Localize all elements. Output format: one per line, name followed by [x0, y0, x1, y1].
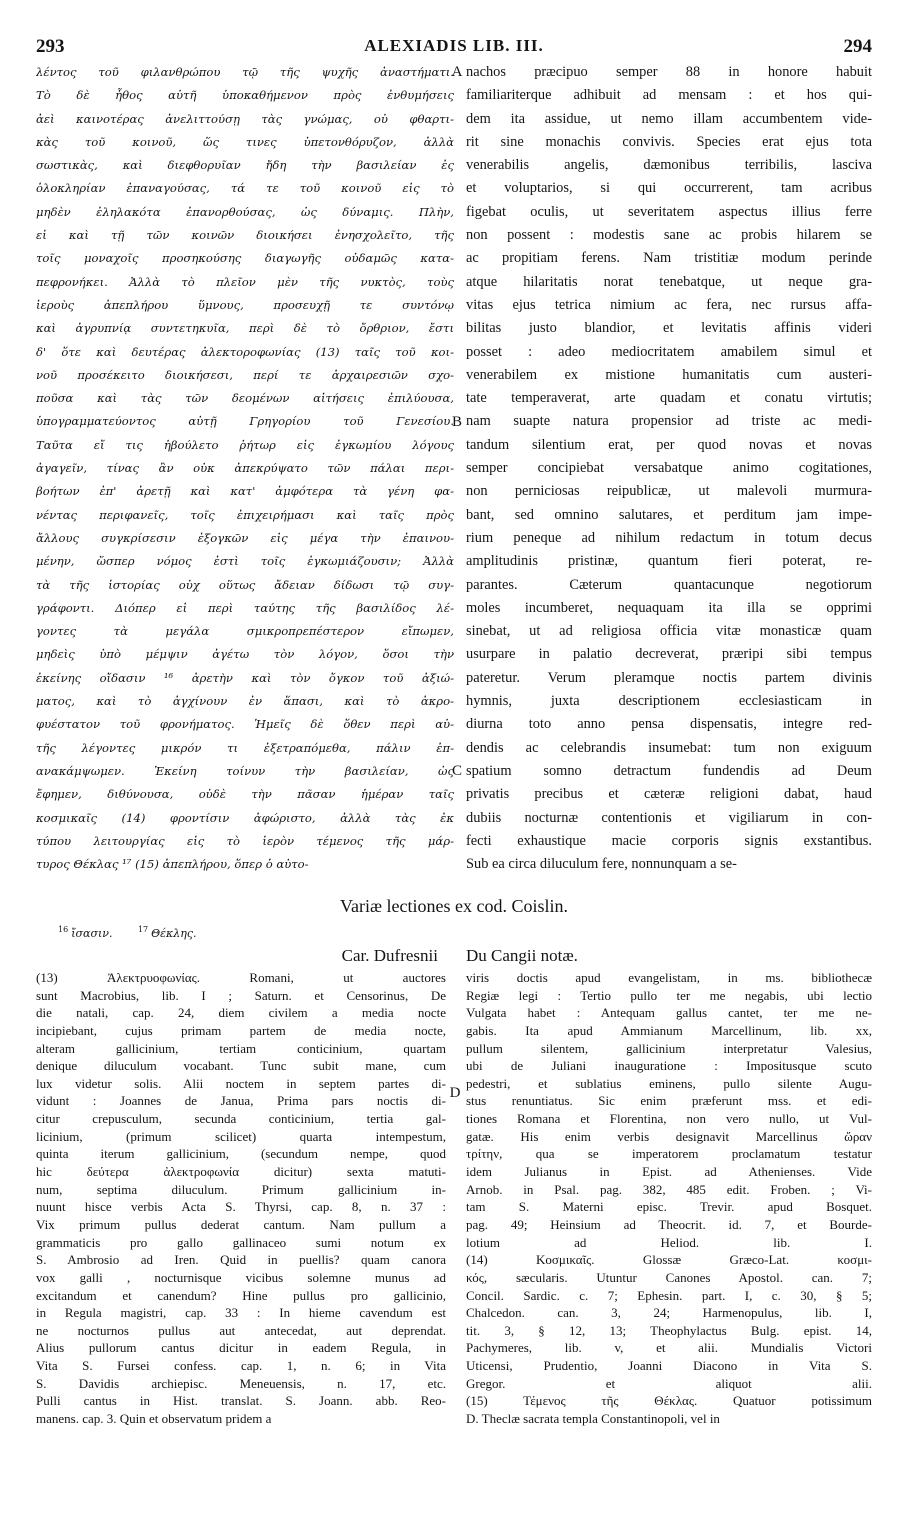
greek-text-line: κοσμικαῖς (14) φροντίσιν ἀφώριστο, ἀλλὰ τὰς ἐκ: [36, 810, 454, 825]
note-text-line: Regiæ legi : Tertio pullo ter me negabis, ubi lectio: [466, 987, 872, 1003]
latin-text-line: pateretur. Verum pleramque noctis partem divinis: [466, 669, 872, 686]
note-text-line: excitandum et canendum? Hine pullus pro gallicinio,: [36, 1287, 446, 1303]
latin-text-line: non perniciosas reipublicæ, ut malevoli murmura-: [466, 483, 872, 500]
greek-text-line: ἀγαγεῖν, τίνας ἂν οὐκ ἀπεκρύψατο τῶν πάλαι περι-: [36, 461, 454, 476]
note-text-line: stus renuntiatus. Sic enim præferunt mss. et edi-: [466, 1093, 872, 1109]
note-text-line: Chalcedon. can. 3, 24; Harmenopulus, lib. I,: [466, 1305, 872, 1321]
note-text-line: quinta iterum gallicinium, (secundum nempe, quod: [36, 1146, 446, 1162]
note-text-line: Concil. Sardic. c. 7; Ephesin. part. I, c. 30, § 5;: [466, 1287, 872, 1303]
note-text-line: (15) Τέμενος τῆς Θέκλας. Quatuor potissimum: [466, 1393, 872, 1409]
note-text-line: incipiebant, cujus primam partem de media nocte,: [36, 1022, 446, 1038]
greek-text-line: μηδὲν ἐληλακότα ἐπανορθούσας, ὡς δύναμις. Πλὴν,: [36, 204, 454, 219]
latin-text-column: [466, 61, 872, 876]
note-text-line: lux videtur solis. Alii noctem in septem partes di-: [36, 1075, 446, 1091]
margin-marker-a: A: [451, 64, 463, 80]
greek-text-line: τυρος Θέκλας ¹⁷ (15) ἀπεπλήρου, ὅπερ ὁ αὐτο-: [36, 857, 309, 872]
notes-heading-right: Du Cangii notæ.: [466, 946, 578, 965]
latin-text-line: parantes. Cæterum quantacunque negotiorum: [466, 576, 872, 593]
latin-text-line: et voluptarios, si qui occurrerent, tam acribus: [466, 180, 872, 197]
latin-text-line: moles incumberet, nequaquam ita illa se opprimi: [466, 599, 872, 616]
latin-text-line: spatium somno detractum fundendis ad Deum: [466, 762, 872, 779]
margin-marker-c: C: [451, 763, 462, 779]
note-text-line: in Regula magistri, cap. 33 : In hieme cavendum est: [36, 1305, 446, 1321]
latin-text-line: usurpare in palatio decreverat, præripi sibi tempus: [466, 646, 872, 663]
note-text-line: hic δεύτερα ἀλεκτροφωνία dicitur) sexta matuti-: [36, 1164, 446, 1180]
latin-text-line: familiariterque adhibuit ad mensam : et hos qui-: [466, 87, 872, 104]
note-text-line: Arnob. in Psal. pag. 382, 485 edit. Froben. ; Vi-: [466, 1181, 872, 1197]
note-text-line: idem Julianus in Epist. ad Athenienses. Vide: [466, 1164, 872, 1180]
note-text-line: num, septima diluculum. Primum gallicinium in-: [36, 1181, 446, 1197]
note-text-line: Uticensi, Prudentio, Joanni Diacono in Vita S.: [466, 1358, 872, 1374]
greek-text-line: σωστικὰς, καὶ διεφθορυῖαν ἤδη τὴν βασιλείαν ἐς: [36, 158, 454, 173]
greek-text-line: νοῦ προσέκειτο διοικήσεσι, περί τε ἀρχαιρεσιῶν σχο-: [36, 367, 454, 382]
greek-text-line: ἄλλους συγκρίσεσιν ἐξογκῶν εἰς μέγα τὴν ἐπαινου-: [36, 530, 454, 545]
greek-text-line: ὁλοκληρίαν ἐπαναγούσας, τά τε τοῦ κοινοῦ εἰς τὸ: [36, 181, 454, 196]
note-text-line: vox galli , nocturnisque vicibus solemne munus ad: [36, 1269, 446, 1285]
latin-text-line: tate temperaverat, arte quadam et conatu virtutis;: [466, 390, 872, 407]
margin-marker-b: B: [451, 414, 462, 430]
latin-text-line: rium peneque ad nihilum redactum in totum decus: [466, 529, 872, 546]
latin-text-line: figebat oculis, ut severitatem aspectus illius ferre: [466, 203, 872, 220]
greek-text-line: νέντας περιφανεῖς, τοῖς ἐπιχειρήμασι καὶ ταῖς πρὸς: [36, 507, 454, 522]
note-text-line: Alius pullorum cantus dicitur in eadem Regula, in: [36, 1340, 446, 1356]
latin-text-line: dem ita assidue, ut nemo illam accumbentem vide-: [466, 110, 872, 127]
greek-text-line: ἔφημεν, διθύνουσα, οὐδὲ τὴν πᾶσαν ἡμέραν ταῖς: [36, 787, 454, 802]
note-text-line: τρίτην, qua se imperatorem proclamatum testatur: [466, 1146, 872, 1162]
latin-text-line: nam suapte natura propensior ad triste ac medi-: [466, 413, 872, 430]
latin-text-line: bant, sed omnino salutares, et perditum jam impe-: [466, 506, 872, 523]
note-text-line: manens. cap. 3. Quin et observatum pridem a: [36, 1411, 272, 1427]
latin-text-line: privatis precibus et cæteræ religioni dabat, haud: [466, 786, 872, 803]
note-text-line: ubi de Juliani inauguratione : Impositusque scuto: [466, 1058, 872, 1074]
greek-text-line: ανακάμψωμεν. Ἐκείνη τοίνυν τὴν βασιλείαν, ὡς: [36, 763, 454, 778]
greek-text-line: γράφοντι. Διόπερ εἰ περὶ ταύτης τῆς βασιλίδος λέ-: [36, 600, 454, 615]
note-text-line: denique diluculum vocabant. Tunc subit mane, cum: [36, 1058, 446, 1074]
notes-left-column: [36, 969, 446, 1428]
note-text-line: ne nocturnos pullus aut antecedat, aut deprendat.: [36, 1322, 446, 1338]
latin-text-line: hymnis, juxta descriptionem ecclesiasticam in: [466, 693, 872, 710]
note-text-line: D. Theclæ sacrata templa Constantinopoli, vel in: [466, 1411, 720, 1427]
latin-text-line: ac propitiam ferens. Nam tristitiæ modum perinde: [466, 250, 872, 267]
variant-note-text: ἴσασιν.: [71, 926, 113, 940]
page-number-left: 293: [36, 36, 65, 57]
variant-note: [58, 927, 112, 940]
greek-text-line: λέντος τοῦ φιλανθρώπου τῷ τῆς ψυχῆς ἀναστήματι.: [36, 65, 454, 79]
variant-note-text: Θέκλης.: [151, 926, 197, 940]
notes-right-column: [466, 969, 872, 1428]
variant-note-number: 17: [137, 925, 149, 934]
note-text-line: alteram gallicinium, tertiam conticinium, quartam: [36, 1040, 446, 1056]
note-text-line: tit. 3, § 12, 13; Theophylactus Bulg. epist. 14,: [466, 1322, 872, 1338]
greek-text-line: φυέστατον τοῦ φρονήματος. Ἡμεῖς δὲ ὅθεν περὶ αὐ-: [36, 717, 454, 732]
greek-text-line: ματος, καὶ τὸ ἀγχίνουν ἐν ἅπασι, καὶ τὸ ἀκρο-: [36, 694, 454, 709]
greek-text-line: ποῦσα καὶ τὰς τῶν δεομένων αἰτήσεις ἐπιλύουσα,: [36, 391, 454, 406]
latin-text-line: vitas ejus tetrica nimium ac fera, nec rursus affa-: [466, 296, 872, 313]
note-text-line: nuunt hisce verbis Acta S. Thyrsi, cap. 8, n. 37 :: [36, 1199, 446, 1215]
latin-text-line: fecti exhaustique macie corporis signis exstantibus.: [466, 832, 872, 849]
greek-text-line: ἀεὶ καινοτέρας ἀνελιττούσῃ τὰς γνώμας, οὐ φθαρτι-: [36, 111, 454, 126]
latin-text-line: dubiis nocturnæ contentionis et vigiliarum in con-: [466, 809, 872, 826]
note-text-line: Pachymeres, lib. v, et alii. Mundialis Victori: [466, 1340, 872, 1356]
latin-text-line: non possent : modestis sane ac probis hilarem se: [466, 227, 872, 244]
note-text-line: viris doctis apud evangelistam, in ms. bibliothecæ: [466, 970, 872, 985]
note-text-line: Vix primum pullus dederat cantum. Nam pullum a: [36, 1216, 446, 1232]
latin-text-line: venerabilis angelis, dæmonibus terribilis, lasciva: [466, 157, 872, 174]
latin-text-line: amplitudinis pristinæ, quantum fieri poterat, re-: [466, 553, 872, 570]
latin-text-line: rit sine monachis convivis. Species erat ejus tota: [466, 133, 872, 150]
greek-text-line: τῆς λέγοντες μικρόν τι ἐξετραπόμεθα, πάλιν ἐπ-: [36, 740, 454, 755]
note-text-line: licinium, (primum scilicet) quarta intempestum,: [36, 1128, 446, 1144]
latin-text-line: nachos præcipuo semper 88 in honore habuit: [466, 64, 872, 80]
greek-text-column: [36, 61, 454, 876]
note-text-line: Gregor. et aliquot alii.: [466, 1375, 872, 1391]
greek-text-line: τοῖς μοναχοῖς προσηκούσης διαγωγῆς οὐδαμῶς κατα-: [36, 251, 454, 266]
latin-text-line: Sub ea circa diluculum fere, nonnunquam a se-: [466, 856, 737, 873]
greek-text-line: μένην, ὥσπερ νόμος ἐστὶ τοῖς ἐγκωμιάζουσιν; Ἀλλὰ: [36, 554, 454, 569]
note-text-line: pedestri, et sublatius eminens, pullo silente Augu-: [466, 1075, 872, 1091]
note-text-line: pag. 49; Heinsium ad Theocrit. id. 7, et Bourde-: [466, 1216, 872, 1232]
greek-text-line: καὶ ἀγρυπνίᾳ συντετηκυῖα, περὶ δὲ τὸ ὄρθριον, ἔστι: [36, 321, 454, 336]
greek-text-line: Τὸ δὲ ἦθος αὐτῆ ὑποκαθήμενον πρὸς ἐνθυμήσεις: [36, 88, 454, 103]
latin-text-line: dendis ac celebrandis insumebat: tum non exiguum: [466, 739, 872, 756]
note-text-line: Pulli cantus in Hist. translat. S. Joann. abb. Reo-: [36, 1393, 446, 1409]
note-text-line: S. Davidis archiepisc. Meneuensis, n. 17, etc.: [36, 1375, 446, 1391]
greek-text-line: βοήτων ἐπ' ἀρετῇ καὶ κατ' ἀμφότερα τὰ γένη φα-: [36, 484, 454, 499]
note-text-line: Vita S. Fursei confess. cap. 1, n. 6; in Vita: [36, 1358, 446, 1374]
latin-text-line: posset : adeo mediocritatem amabilem simul et: [466, 343, 872, 360]
page-number-right: 294: [843, 36, 872, 57]
greek-text-line: εἰ καὶ τῇ τῶν κοινῶν διοικήσει ἐνησχολεῖτο, τῆς: [36, 228, 454, 243]
note-text-line: tam S. Materni episc. Trevir. apud Bosquet.: [466, 1199, 872, 1215]
margin-marker-d: D: [449, 1085, 461, 1101]
note-text-line: sunt Macrobius, lib. I ; Saturn. et Censorinus, De: [36, 987, 446, 1003]
note-text-line: gatæ. His enim verbis designavit Marcellinus ὥραν: [466, 1128, 872, 1144]
note-text-line: Vulgata habet : Antequam gallus cantet, ter me ne-: [466, 1005, 872, 1021]
greek-text-line: ἐκείνης οἴδασιν ¹⁶ ἀρετὴν καὶ τὸν ὄγκον τοῦ ἀξιώ-: [36, 670, 454, 685]
variant-note-number: 16: [58, 925, 69, 934]
note-text-line: pullum silentem, gallicinium interpretatur Valesius,: [466, 1040, 872, 1056]
latin-text-line: atque hilaritatis norat tenebatque, ut neque gra-: [466, 273, 872, 290]
greek-text-line: τύπου λειτουργίας εἰς τὸ ἱερὸν τέμενος τῆς μάρ-: [36, 833, 454, 848]
note-text-line: die natali, cap. 24, diem civilem a media nocte: [36, 1005, 446, 1021]
latin-text-line: bilitas justo blandior, et levitatis affinis videri: [466, 320, 872, 337]
greek-text-line: ἱεροὺς ἀπεπλήρου ὕμνους, προσευχῇ τε συντόνῳ: [36, 297, 454, 312]
note-text-line: (13) Ἀλεκτρυοφωνίας. Romani, ut auctores: [36, 970, 446, 985]
note-text-line: κός, sæcularis. Utuntur Canones Apostol. can. 7;: [466, 1269, 872, 1285]
latin-text-line: venerabilem ex mistione humanitatis cum austeri-: [466, 366, 872, 383]
latin-text-line: sinebat, ut ad religiosa officia vitæ monasticæ quam: [466, 623, 872, 640]
greek-text-line: κὰς τοῦ κοινοῦ, ὥς τινες ὑπετονθόρυζον, ἀλλὰ: [36, 134, 454, 149]
note-text-line: grammaticis pro gallo gallinaceo sumi notum ex: [36, 1234, 446, 1250]
notes-heading-left: Car. Dufresnii: [341, 946, 438, 965]
latin-text-line: diurna toto anno pensa dispensatis, integre red-: [466, 716, 872, 733]
note-text-line: lotium ad Heliod. lib. I.: [466, 1234, 872, 1250]
running-title: ALEXIADIS LIB. III.: [364, 36, 544, 55]
greek-text-line: ὑπογραμματεύοντος αὐτῇ Γρηγορίου τοῦ Γενεσίου.: [36, 414, 454, 429]
note-text-line: tiones Romana et Florentina, non vero nullo, ut Vul-: [466, 1111, 872, 1127]
greek-text-line: δ' ὅτε καὶ δευτέρας ἀλεκτοροφωνίας (13) ταῖς τοῦ κοι-: [36, 344, 454, 359]
latin-text-line: semper concipiebat versabatque animo cogitationes,: [466, 460, 872, 477]
variae-lectiones-notes: [58, 925, 219, 940]
note-text-line: (14) Κοσμικαῖς. Glossæ Græco-Lat. κοσμι-: [466, 1252, 872, 1268]
greek-text-line: γοντες τὰ μεγάλα σμικροπρεπέστερον εἴπωμεν,: [36, 624, 454, 639]
note-text-line: S. Ambrosio ad Iren. Quid in puellis? quam canora: [36, 1252, 446, 1268]
latin-text-line: tandum silentium erat, per quod novas et novas: [466, 436, 872, 453]
note-text-line: citur crepusculum, secunda conticinium, tertia gal-: [36, 1111, 446, 1127]
greek-text-line: πεφρονήκει. Ἀλλὰ τὸ πλεῖον μὲν τῆς νυκτὸς, τοὺς: [36, 274, 454, 289]
variant-note: [138, 927, 197, 940]
note-text-line: gabis. Ita apud Ammianum Marcellinum, lib. xx,: [466, 1022, 872, 1038]
variae-lectiones-title: Variæ lectiones ex cod. Coislin.: [340, 896, 568, 916]
greek-text-line: Ταῦτα εἴ τις ἠβούλετο ῥήτωρ εἰς ἐγκωμίου λόγους: [36, 437, 454, 452]
note-text-line: vidunt : Joannes de Janua, Prima pars noctis di-: [36, 1093, 446, 1109]
greek-text-line: τὰ τῆς ἱστορίας οὐχ οὕτως ἄδειαν δίδωσι τῷ συγ-: [36, 577, 454, 592]
running-header: [36, 36, 872, 58]
greek-text-line: μηδεὶς ὑπὸ μέμψιν ἀγέτω τὸν λόγον, ὅσοι τὴν: [36, 647, 454, 662]
